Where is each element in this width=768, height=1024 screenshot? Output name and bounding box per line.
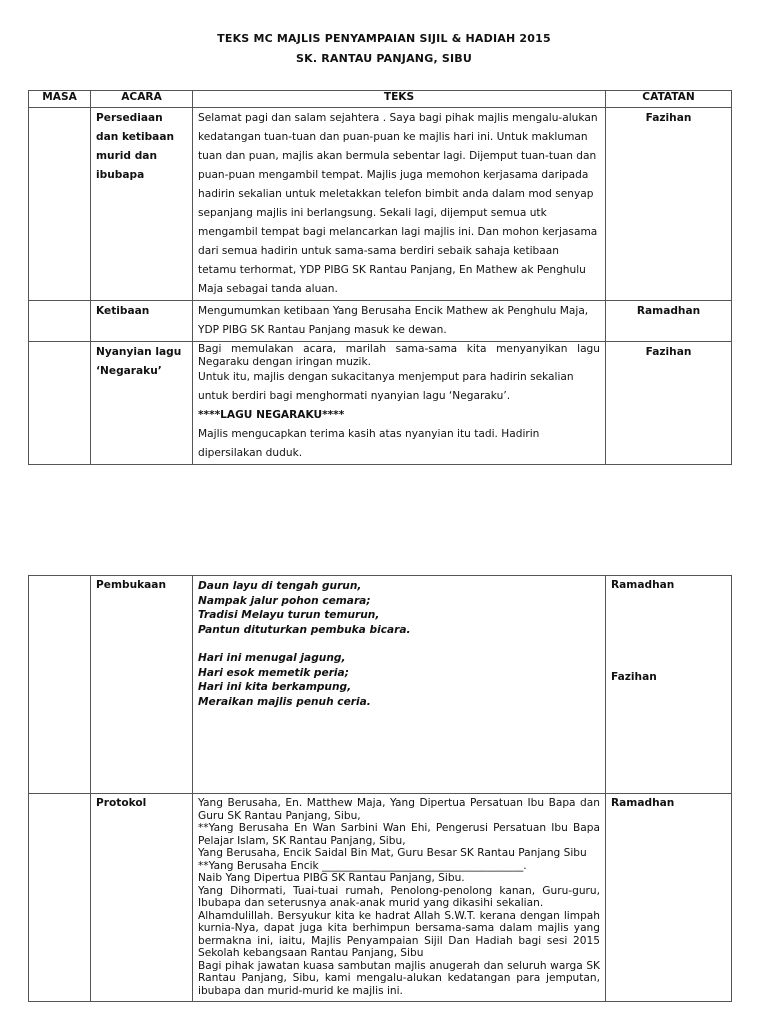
pantun-stanza <box>198 579 600 637</box>
acara-cell: Ketibaan <box>91 301 193 342</box>
catatan-speaker: Ramadhan <box>611 579 675 591</box>
teks-cell: Mengumumkan ketibaan Yang Berusaha Encik Mathew ak Penghulu Maja, YDP PIBG SK Rantau Panjang masuk ke dewan. <box>193 301 606 342</box>
teks-cell <box>193 576 606 794</box>
mc-script-table-1 <box>28 90 732 465</box>
table-header-row <box>29 91 732 108</box>
pantun-line: Meraikan majlis penuh ceria. <box>198 695 371 708</box>
teks-cell: Selamat pagi dan salam sejahtera . Saya bagi pihak majlis mengalu-alukan kedatangan tuan-tuan dan puan-puan ke majlis hari ini. Untuk makluman tuan dan puan, majlis akan bermula sebentar lagi. Dijemput tuan-tuan dan puan-puan mengambil tempat. Majlis juga memohon kerjasama daripada hadirin sekalian untuk meletakkan telefon bimbit anda dalam mod senyap sepanjang majlis ini berlangsung. Sekali lagi, dijemput semua utk mengambil tempat bagi melancarkan lagi majlis ini. Dan mohon kerjasama dari semua hadirin untuk sama-sama berdiri sebaik sahaja ketibaan tetamu terhormat, YDP PIBG SK Rantau Panjang, En Mathew ak Penghulu Maja sebagai tanda aluan. <box>193 108 606 301</box>
protocol-line: Yang Berusaha, Encik Saidal Bin Mat, Guru Besar SK Rantau Panjang Sibu <box>198 847 587 859</box>
pantun-line: Hari esok memetik peria; <box>198 666 349 679</box>
protocol-line: Alhamdulillah. Bersyukur kita ke hadrat Allah S.W.T. kerana dengan limpah kurnia-Nya, dapat juga kita berhimpun bersama-sama dalam majlis yang bermakna ini, iaitu, Majlis Penyampaian Sijil Dan Hadiah bagi sesi 2015 Sekolah kebangsaan Rantau Panjang, Sibu <box>198 909 600 959</box>
protocol-line: **Yang Berusaha Encik ______________________________________. <box>198 859 527 872</box>
column-header-masa: MASA <box>29 91 91 108</box>
teks-paragraph: Untuk itu, majlis dengan sukacitanya menjemput para hadirin sekalian untuk berdiri bagi menghormati nyanyian lagu ‘Negaraku’. <box>198 371 574 402</box>
acara-cell: Persediaan dan ketibaan murid dan ibubapa <box>91 108 193 301</box>
catatan-cell: Ramadhan <box>606 794 732 1002</box>
pantun-line: Pantun dituturkan pembuka bicara. <box>198 623 411 636</box>
masa-cell <box>29 794 91 1002</box>
teks-paragraph: Bagi memulakan acara, marilah sama-sama kita menyanyikan lagu Negaraku dengan iringan muzik. <box>198 343 600 368</box>
teks-cell <box>193 794 606 1002</box>
pantun-line: Tradisi Melayu turun temurun, <box>198 609 380 621</box>
protocol-line: **Yang Berusaha En Wan Sarbini Wan Ehi, Pengerusi Persatuan Ibu Bapa Pelajar Islam, SK Rantau Panjang, Sibu, <box>198 822 600 847</box>
pantun-line: Nampak jalur pohon cemara; <box>198 594 371 607</box>
catatan-cell: Fazihan <box>606 108 732 301</box>
protocol-line: Bagi pihak jawatan kuasa sambutan majlis anugerah dan seluruh warga SK Rantau Panjang, Sibu, kami mengalu-alukan kedatangan para jemputan, ibubapa dan murid-murid ke majlis ini. <box>198 959 600 997</box>
column-header-teks: TEKS <box>193 91 606 108</box>
masa-cell <box>29 301 91 342</box>
catatan-cell: Fazihan <box>606 342 732 465</box>
acara-cell: Nyanyian lagu ‘Negaraku’ <box>91 342 193 465</box>
masa-cell <box>29 108 91 301</box>
catatan-cell: Ramadhan <box>606 301 732 342</box>
catatan-speaker: Fazihan <box>611 671 657 683</box>
table-row <box>29 794 732 1002</box>
catatan-cell <box>606 576 732 794</box>
protocol-line: Yang Dihormati, Tuai-tuai rumah, Penolong-penolong kanan, Guru-guru, Ibubapa dan seterusnya anak-anak murid yang dikasihi sekalian. <box>198 884 600 909</box>
song-marker: ****LAGU NEGARAKU**** <box>198 409 345 421</box>
mc-script-table-2 <box>28 575 732 1002</box>
table-row <box>29 301 732 342</box>
acara-cell: Protokol <box>91 794 193 1002</box>
column-header-catatan: CATATAN <box>606 91 732 108</box>
masa-cell <box>29 576 91 794</box>
pantun-line: Hari ini menugal jagung, <box>198 652 346 664</box>
pantun-stanza <box>198 651 600 709</box>
protocol-line: Naib Yang Dipertua PIBG SK Rantau Panjang, Sibu. <box>198 872 465 884</box>
table-row <box>29 108 732 301</box>
table-row <box>29 342 732 465</box>
table-row <box>29 576 732 794</box>
pantun-line: Daun layu di tengah gurun, <box>198 580 362 592</box>
teks-cell <box>193 342 606 465</box>
document-subtitle: SK. RANTAU PANJANG, SIBU <box>296 52 472 65</box>
teks-paragraph: Majlis mengucapkan terima kasih atas nyanyian itu tadi. Hadirin dipersilakan duduk. <box>198 428 540 459</box>
pantun-line: Hari ini kita berkampung, <box>198 681 352 693</box>
acara-cell: Pembukaan <box>91 576 193 794</box>
protocol-line: Yang Berusaha, En. Matthew Maja, Yang Dipertua Persatuan Ibu Bapa dan Guru SK Rantau Panjang, Sibu, <box>198 797 600 822</box>
masa-cell <box>29 342 91 465</box>
column-header-acara: ACARA <box>91 91 193 108</box>
document-title: TEKS MC MAJLIS PENYAMPAIAN SIJIL & HADIAH 2015 <box>217 32 551 45</box>
